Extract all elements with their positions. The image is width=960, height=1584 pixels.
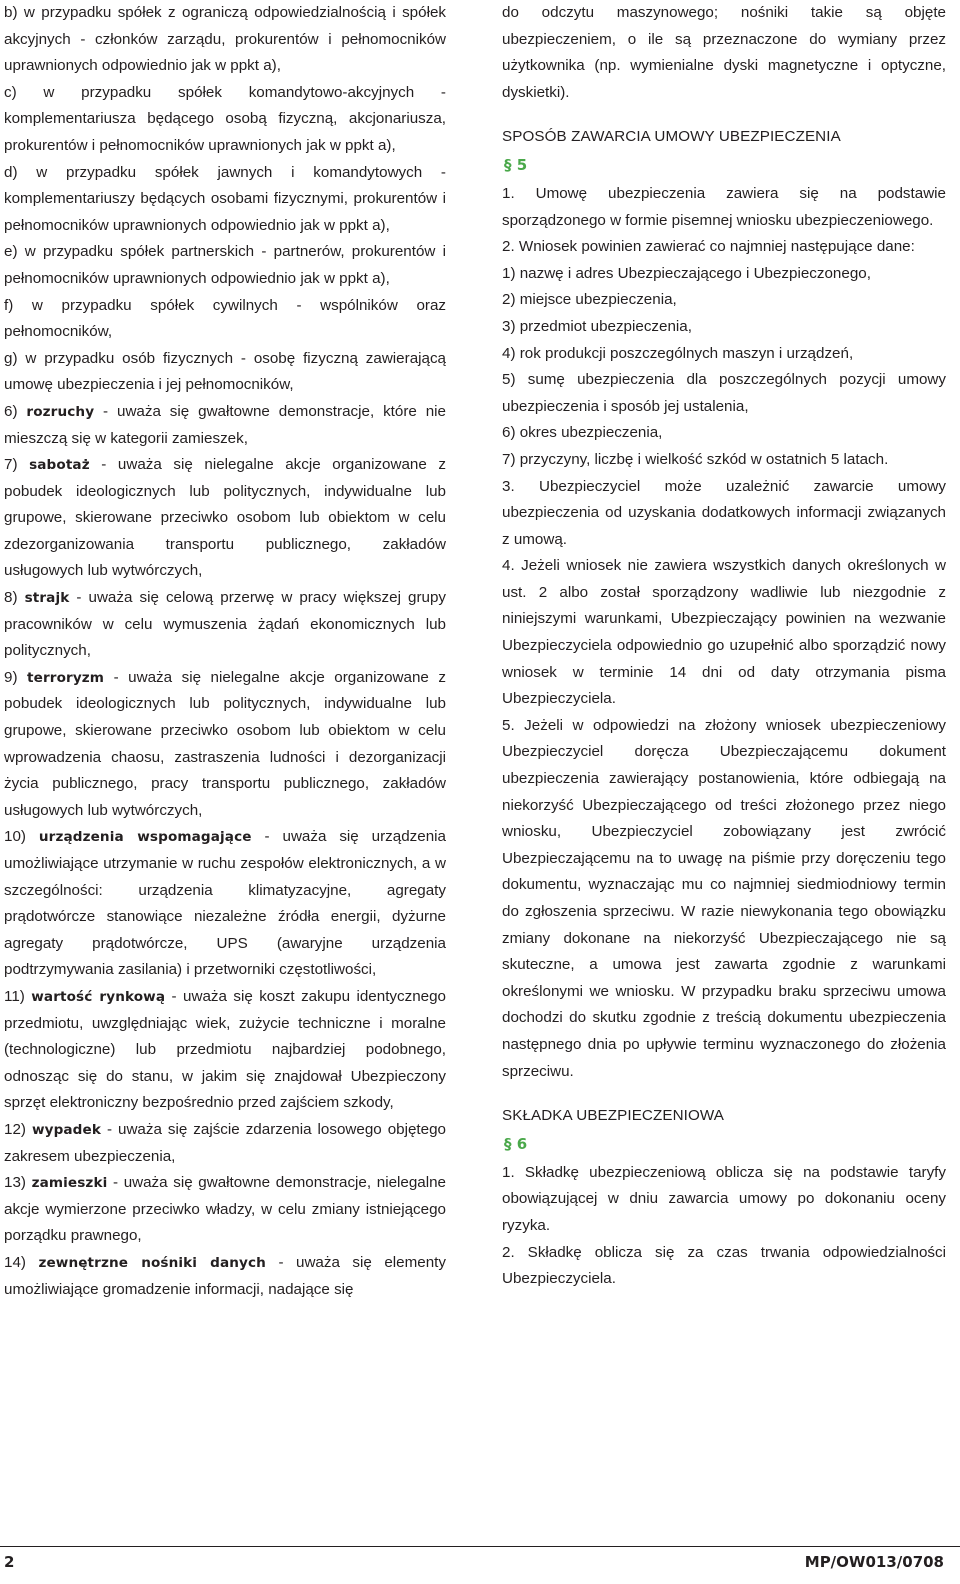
left-column	[4, 0, 446, 1303]
section5-point-1: 1. Umowę ubezpieczenia zawiera się na podstawie sporządzonego w formie pisemnej wniosku ubezpieczeniowego.	[502, 184, 946, 229]
clause-b: b) w przypadku spółek z ograniczą odpowiedzialnością i spółek akcyjnych - członków zarządu, prokurentów i pełnomocników uprawnionych odpowiednio jak w ppkt a),	[4, 4, 446, 75]
paragraph-mark-5: § 5	[504, 155, 528, 174]
section6-point-2: 2. Składkę oblicza się za czas trwania odpowiedzialności Ubezpieczyciela.	[502, 1243, 946, 1288]
document-code: MP/OW013/0708	[804, 1553, 944, 1571]
section5-point-2: 2. Wniosek powinien zawierać co najmniej następujące dane:	[502, 238, 915, 256]
definition-term: zamieszki	[31, 1175, 108, 1192]
section5-item: 3) przedmiot ubezpieczenia,	[502, 317, 692, 335]
definition-term: wypadek	[31, 1121, 101, 1138]
section5-item: 5) sumę ubezpieczenia dla poszczególnych pozycji umowy ubezpieczenia i sposób jej ustalenia,	[502, 371, 946, 415]
definition-sabotaz: 7) sabotaż - uważa się nielegalne akcje organizowane z pobudek ideologicznych lub politycznych, indywidualne lub grupowe, skierowane przeciwko osobom lub obiektom w celu zdezorganizowania transportu publicznego, zakładów usługowych lub wytwórczych,	[4, 456, 446, 580]
section5-point-5: 5. Jeżeli w odpowiedzi na złożony wniosek ubezpieczeniowy Ubezpieczyciel doręcza Ubezpieczającemu dokument ubezpieczenia zawierający postanowienia, które odbiegają na niekorzyść Ubezpieczającego od treści złożonego przez niego wniosku, Ubezpieczyciel zobowiązany jest zwrócić Ubezpieczającemu na to uwagę na piśmie przy doręczeniu tego dokumentu, wyznaczając mu co najmniej siedmiodniowy termin do zgłoszenia sprzeciwu. W razie niewykonania tego obowiązku zmiany dokonane na niekorzyść Ubezpieczającego nie są skuteczne, a umowa jest zawarta zgodnie z warunkami określonymi we wniosku. W przypadku braku sprzeciwu umowa dochodzi do skutku zgodnie z treścią dokumentu ubezpieczenia następnego dnia po upływie terminu wyznaczonego do złożenia sprzeciwu.	[502, 716, 946, 1080]
clause-g: g) w przypadku osób fizycznych - osobę fizyczną zawierającą umowę ubezpieczenia i jej pełnomocników,	[4, 349, 446, 394]
definition-terroryzm: 9) terroryzm - uważa się nielegalne akcje organizowane z pobudek ideologicznych lub politycznych, indywidualne lub grupowe, skierowane przeciwko osobom lub obiektom w celu wprowadzenia chaosu, zastraszenia ludności i dezorganizacji życia publicznego, pracy transportu publicznego, zakładów usługowych lub wytwórczych,	[4, 668, 446, 819]
section-title-sposob-zawarcia: SPOSÓB ZAWARCIA UMOWY UBEZPIECZENIA	[502, 128, 841, 146]
page-footer	[0, 1546, 960, 1577]
definition-term: rozruchy	[26, 403, 95, 420]
page-number: 2	[4, 1553, 15, 1571]
definition-term: zewnętrzne nośniki danych	[38, 1254, 266, 1271]
right-column	[502, 0, 946, 1293]
definition-term: terroryzm	[27, 669, 105, 686]
definition-wypadek: 12) wypadek - uważa się zajście zdarzenia losowego objętego zakresem ubezpieczenia,	[4, 1120, 446, 1165]
section-title-skladka: SKŁADKA UBEZPIECZENIOWA	[502, 1107, 725, 1125]
clause-c: c) w przypadku spółek komandytowo-akcyjnych - komplementariusza będącego osobą fizyczną, akcjonariusza, prokurentów i pełnomocników uprawnionych jak w ppkt a),	[4, 83, 446, 154]
section5-item: 1) nazwę i adres Ubezpieczającego i Ubezpieczonego,	[502, 264, 871, 282]
definition-strajk: 8) strajk - uważa się celową przerwę w pracy większej grupy pracowników w celu wymuszenia żądań ekonomicznych lub politycznych,	[4, 589, 446, 660]
definition-term: urządzenia wspomagające	[38, 829, 252, 846]
definition-term: wartość rynkową	[31, 988, 166, 1005]
definition-term: strajk	[24, 590, 70, 607]
section5-item: 7) przyczyny, liczbę i wielkość szkód w ostatnich 5 latach.	[502, 450, 889, 468]
section5-item: 6) okres ubezpieczenia,	[502, 424, 663, 442]
definition-urzadzenia-wspomagajace: 10) urządzenia wspomagające - uważa się urządzenia umożliwiające utrzymanie w ruchu zespołów elektronicznych, a w szczególności: urządzenia klimatyzacyjne, agregaty prądotwórcze stanowiące niezależne źródła energii, dyżurne agregaty prądotwórcze, UPS (awaryjne urządzenia podtrzymywania zasilania) i przetworniki częstotliwości,	[4, 828, 446, 979]
clause-f: f) w przypadku spółek cywilnych - wspólników oraz pełnomocników,	[4, 296, 446, 341]
section5-point-3: 3. Ubezpieczyciel może uzależnić zawarcie umowy ubezpieczenia od uzyskania dodatkowych informacji związanych z umową.	[502, 477, 946, 548]
section6-point-1: 1. Składkę ubezpieczeniową oblicza się na podstawie taryfy obowiązującej w dniu zawarcia umowy po dokonaniu oceny ryzyka.	[502, 1163, 946, 1234]
definition-wartosc-rynkowa: 11) wartość rynkową - uważa się koszt zakupu identycznego przedmiotu, uwzględniając wiek, zużycie techniczne i moralne (technologiczne) lub przedmiotu najbardziej podobnego, odnosząc się do stanu, w jakim się znajdował Ubezpieczony sprzęt elektroniczny bezpośrednio przed zajściem szkody,	[4, 987, 446, 1112]
clause-e: e) w przypadku spółek partnerskich - partnerów, prokurentów i pełnomocników uprawnionych odpowiednio jak w ppkt a),	[4, 243, 446, 287]
definition-term: sabotaż	[29, 457, 90, 474]
definition-zamieszki: 13) zamieszki - uważa się gwałtowne demonstracje, nielegalne akcje wymierzone przeciwko władzy, w celu zmiany istniejącego porządku prawnego,	[4, 1174, 446, 1245]
definition-zewnetrzne-nosniki-danych: 14) zewnętrzne nośniki danych - uważa się elementy umożliwiające gromadzenie informacji, nadające się	[4, 1253, 446, 1298]
section5-point-4: 4. Jeżeli wniosek nie zawiera wszystkich danych określonych w ust. 2 albo został sporządzony wadliwie lub niezgodnie z niniejszymi warunkami, Ubezpieczający powinien na wezwanie Ubezpieczyciela odpowiednio go uzupełnić albo sporządzić nowy wniosek w terminie 14 dni od daty otrzymania pisma Ubezpieczyciela.	[502, 557, 946, 708]
section5-item: 4) rok produkcji poszczególnych maszyn i urządzeń,	[502, 344, 854, 362]
paragraph-mark-6: § 6	[504, 1134, 528, 1153]
definition-continuation: do odczytu maszynowego; nośniki takie są objęte ubezpieczeniem, o ile są przeznaczone do wymiany przez użytkownika (np. wymienialne dyski magnetyczne i optyczne, dyskietki).	[502, 4, 946, 101]
clause-d: d) w przypadku spółek jawnych i komandytowych - komplementariuszy będących osobami fizycznymi, prokurentów i pełnomocników uprawnionych odpowiednio jak w ppkt a),	[4, 163, 446, 234]
definition-rozruchy: 6) rozruchy - uważa się gwałtowne demonstracje, które nie mieszczą się w kategorii zamieszek,	[4, 402, 446, 447]
section5-item: 2) miejsce ubezpieczenia,	[502, 291, 677, 309]
